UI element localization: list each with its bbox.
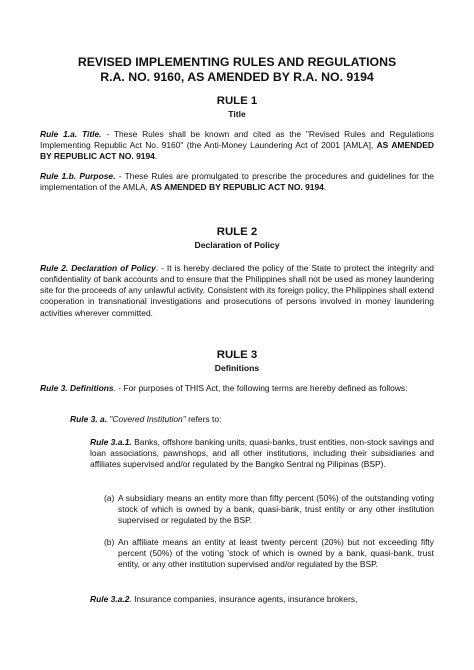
rule-2-subheading: Declaration of Policy <box>194 240 280 250</box>
rule-3-subheading: Definitions <box>214 363 260 373</box>
document-title-line-1: REVISED IMPLEMENTING RULES AND REGULATIONS <box>77 55 397 69</box>
item-a-marker: (a) <box>104 493 115 503</box>
rule-3-text: . - For purposes of THIS Act, the following terms are hereby defined as follows: <box>113 383 408 393</box>
document-title-line-2: R.A. NO. 9160, AS AMENDED BY R.A. NO. 9194 <box>100 70 374 84</box>
rule-3a-term: "Covered Institution" <box>107 414 186 424</box>
rule-1b-bold: AS AMENDED BY REPUBLIC ACT NO. 9194 <box>150 182 324 193</box>
rule-3-paragraph <box>40 383 434 394</box>
rule-3-label: Rule 3. Definitions <box>40 383 114 393</box>
rule-3a1-label: Rule 3.a.1. <box>90 437 132 447</box>
rule-1a-bold: AS AMENDED BY REPUBLIC ACT NO. 9194 <box>40 140 434 162</box>
rule-3a-paragraph <box>70 414 434 425</box>
rule-1a-paragraph <box>40 129 434 162</box>
rule-1b-end: . <box>323 182 327 193</box>
rule-2-heading: RULE 2 <box>216 226 258 238</box>
item-b-marker: (b) <box>104 537 115 547</box>
rule-1-subheading: Title <box>228 109 246 119</box>
rule-3a-text: refers to: <box>185 414 222 424</box>
rule-3a1-text: Banks, offshore banking units, quasi-banks, trust entities, non-stock savings and loan associations, pawnshops, and all other institutions, including their subsidiaries and affiliates supervised and/or regulated by the Bangko Sentral ng Pilipinas (BSP). <box>90 437 434 470</box>
item-a-text: A subsidiary means an entity more than fifty percent (50%) of the outstanding voting stock of which is owned by a bank, quasi-bank, trust entity or any other institution supervised or regulated by the BSP. <box>118 493 434 526</box>
rule-2-label: Rule 2. Declaration of Policy <box>40 263 156 273</box>
rule-2-text: . - It is hereby declared the policy of the State to protect the integrity and confidentiality of bank accounts and to ensure that the Philippines shall not be used as money laundering site for the proceeds of any unlawful activity. Consistent with its foreign policy, the Philippines shall extend cooperation in transnational investigations and prosecutions of persons involved in money laundering activities wherever committed. <box>40 263 434 318</box>
rule-3-heading: RULE 3 <box>216 349 258 361</box>
rule-3a2-text: . Insurance companies, insurance agents, insurance brokers, <box>129 594 358 604</box>
rule-1a-end: . <box>154 151 158 162</box>
rule-1b-text: - These Rules are promulgated to prescribe the procedures and guidelines for the implementation of the AMLA, <box>40 171 434 193</box>
item-b-text: An affiliate means an entity at least twenty percent (20%) but not exceeding fifty percent (50%) of the voting 'stock of which is owned by a bank, quasi-bank, trust entity, or any other institution supervised and/or regulated by the BSP. <box>118 537 434 570</box>
rule-3a2-paragraph <box>90 594 434 605</box>
rule-3a-label: Rule 3. a. <box>70 414 108 424</box>
rule-1a-label: Rule 1.a. Title. <box>40 129 102 139</box>
rule-3a1-paragraph <box>90 437 434 470</box>
rule-1a-text: - These Rules shall be known and cited as the "Revised Rules and Regulations Implementing Republic Act No. 9160" (the Anti-Money Laundering Act of 2001 [AMLA], <box>40 129 434 151</box>
rule-1b-label: Rule 1.b. Purpose. <box>40 171 116 181</box>
rule-1-heading: RULE 1 <box>216 95 258 107</box>
rule-1b-paragraph <box>40 171 434 193</box>
rule-3a2-label: Rule 3.a.2 <box>90 594 130 604</box>
rule-2-paragraph <box>40 263 434 319</box>
